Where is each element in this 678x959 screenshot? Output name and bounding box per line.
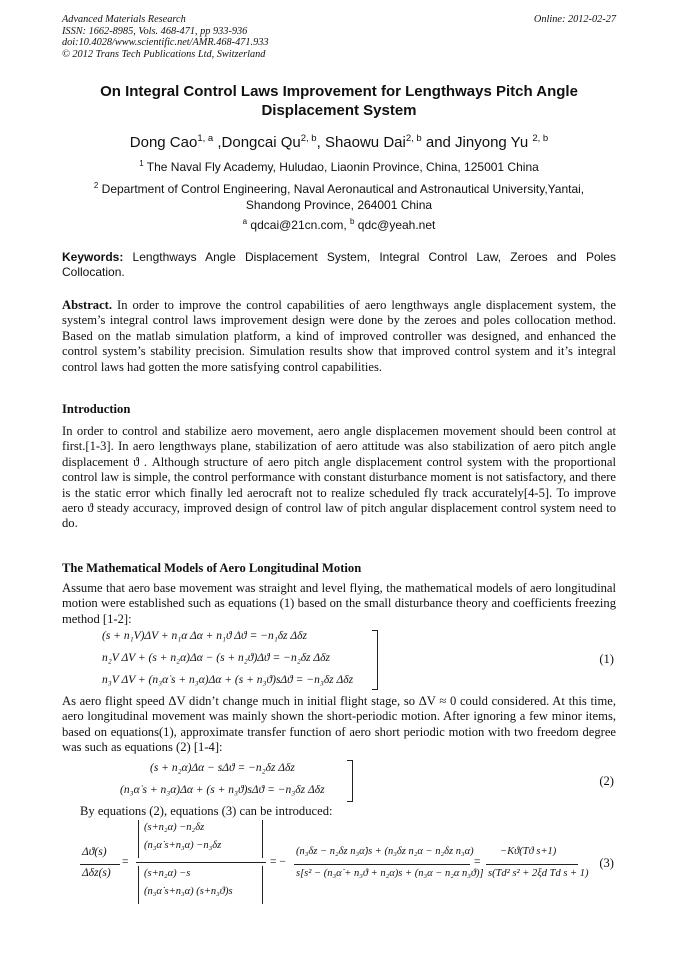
math-paragraph-2: As aero flight speed ΔV didn’t change much in initial flight stage, so ΔV ≈ 0 could considered. At this time, aero longitudinal movement was mainly shown the short-periodic motion. After ignoring a few minor items, based on equations(1), approximate transfer function of aero short periodic motion with two freedom degree was such as equations (2) [1-4]:: [62, 694, 616, 755]
aff-text: Department of Control Engineering, Naval Aeronautical and Astronautical University,Yantai,: [101, 182, 585, 196]
eq3-det-num-row1: (s+n₂α) −n₂δz: [144, 822, 205, 833]
doi-line: doi:10.4028/www.scientific.net/AMR.468-471.933: [62, 37, 269, 49]
aff-text: Shandong Province, 264001 China: [245, 198, 433, 212]
author-sup: 1, a: [197, 133, 214, 144]
eq3-det-den-row2: (n₃α̇ s+n₃α) (s+n₃ϑ)s: [144, 886, 233, 897]
eq3-lhs-numerator: Δϑ(s): [82, 846, 107, 858]
section-heading-introduction: Introduction: [62, 402, 131, 416]
keywords-label: Keywords:: [62, 250, 124, 264]
eq3-mid-numerator: (n₃δz − n₂δz n₃α̇)s + (n₃δz n₂α − n₂δz n₃α): [296, 846, 474, 857]
email-sup: b: [350, 217, 355, 226]
equation-1-line-2: n₂V ΔV + (s + n₂α)Δα − (s + n₂ϑ)Δϑ = −n₂δz Δδz: [102, 652, 330, 664]
math-paragraph-3: By equations (2), equations (3) can be introduced:: [80, 804, 333, 818]
eq3-rhs-numerator: −Kϑ(Tϑ s+1): [500, 846, 557, 857]
affiliation-1: [62, 156, 616, 175]
aff-sup: 2: [93, 181, 99, 190]
eq3-rhs-denominator: s(Td² s² + 2ξd Td s + 1): [488, 868, 589, 879]
eq3-det-bar: [262, 866, 263, 904]
eq3-det-bar: [138, 866, 139, 904]
author-list: [40, 130, 638, 152]
introduction-text: In order to control and stabilize aero movement, aero angle displacemen movement should been control at first.[1-3]. In aero lengthways plane, stabilization of aero attitude was also stabilization of aero pitch angle displacement ϑ . Although structure of aero pitch angle displacement control system with the proportional control law is simple, the control performance with constant disturbance moment is not satisfactory, and there is the static error which finally led aerocraft not to realize scheduled fly track accurately[4-5]. To improve aero ϑ steady accuracy, improved design of control law of pitch angular displacement control system need to do.: [62, 424, 616, 531]
journal-header: [62, 14, 616, 60]
equation-2-line-1: (s + n₂α)Δα − sΔϑ = −n₂δz Δδz: [150, 762, 295, 774]
eq3-det-den-row1: (s+n₂α) −s: [144, 868, 191, 879]
keywords-text: Lengthways Angle Displacement System, Integral Control Law, Zeroes and Poles Collocation.: [62, 250, 616, 279]
equation-1-number: (1): [599, 652, 614, 666]
eq3-rhs-fraction-bar: [486, 864, 578, 865]
aff-sup: 1: [139, 159, 144, 168]
author-sup: 2, b: [532, 133, 549, 144]
abstract-label: Abstract.: [62, 298, 113, 312]
author-sup: 2, b: [405, 133, 422, 144]
eq3-mid-denominator: s[s² − (n₃α̇ + n₃ϑ + n₂α)s + (n₃α − n₂α n₃ϑ)]: [296, 868, 484, 879]
eq3-mid-fraction-bar: [294, 864, 470, 865]
author-sup: 2, b: [300, 133, 317, 144]
section-heading-math-models: The Mathematical Models of Aero Longitudinal Motion: [62, 561, 362, 575]
eq3-lhs-fraction-bar: [80, 864, 120, 865]
email-address: qdcai@21cn.com,: [250, 218, 347, 232]
eq3-det-bar: [138, 820, 139, 858]
author-name: and Jinyong Yu: [421, 134, 533, 151]
affiliation-2: [50, 178, 628, 213]
keywords: [62, 250, 616, 280]
equation-2-line-2: (n₃α̇ s + n₃α)Δα + (s + n₃ϑ)sΔϑ = −n₃δz Δδz: [120, 784, 325, 796]
copyright-line: © 2012 Trans Tech Publications Ltd, Switzerland: [62, 48, 266, 60]
aff-text: The Naval Fly Academy, Huludao, Liaonin Province, China, 125001 China: [146, 160, 539, 174]
abstract: [62, 298, 616, 375]
email-address: qdc@yeah.net: [357, 218, 436, 232]
title-line-1: On Integral Control Laws Improvement for Lengthways Pitch Angle: [100, 83, 578, 100]
math-paragraph-1: Assume that aero base movement was straight and level flying, the mathematical models of aero longitudinal motion were established such as equations (1) based on the small disturbance theory and coefficients freezing method [1-2]:: [62, 581, 616, 626]
equation-2-brace: [347, 760, 353, 802]
journal-name: Advanced Materials Research: [62, 14, 186, 25]
equation-1-brace: [372, 630, 378, 690]
equation-3-number: (3): [599, 856, 614, 870]
paper-title: [70, 82, 608, 120]
author-name: , Shaowu Dai: [316, 134, 406, 151]
eq3-lhs-denominator: Δδz(s): [82, 867, 111, 879]
author-name: ,Dongcai Qu: [217, 134, 301, 151]
title-line-2: Displacement System: [261, 102, 417, 119]
author-name: Dong Cao: [129, 134, 198, 151]
email-line: [62, 214, 616, 233]
eq3-det-bar: [262, 820, 263, 858]
equation-2-number: (2): [599, 774, 614, 788]
online-date: Online: 2012-02-27: [533, 14, 616, 25]
equation-1-line-1: (s + n₁V)ΔV + n₁α Δα + n₁ϑ Δϑ = −n₁δz Δδz: [102, 630, 307, 642]
abstract-text: In order to improve the control capabilities of aero lengthways angle displacement system, the system’s integral control laws improvement design were done by the zeroes and poles collocation method. Based on the matlab simulation platform, a kind of improved controller was designed, and enhanced the control system’s stability precision. Simulation results show that improved control system and it’s integral control laws had gotten the more satisfying control capabilities.: [62, 298, 616, 374]
eq3-det-num-row2: (n₃α̇ s+n₃α) −n₃δz: [144, 840, 222, 851]
issn-line: ISSN: 1662-8985, Vols. 468-471, pp 933-936: [62, 25, 248, 37]
eq3-det-fraction-bar: [136, 862, 266, 863]
equation-1-line-3: n₃V ΔV + (n₃α̇ s + n₃α)Δα + (s + n₃ϑ)sΔϑ = −n₃δz Δδz: [102, 674, 354, 686]
email-sup: a: [242, 217, 248, 226]
